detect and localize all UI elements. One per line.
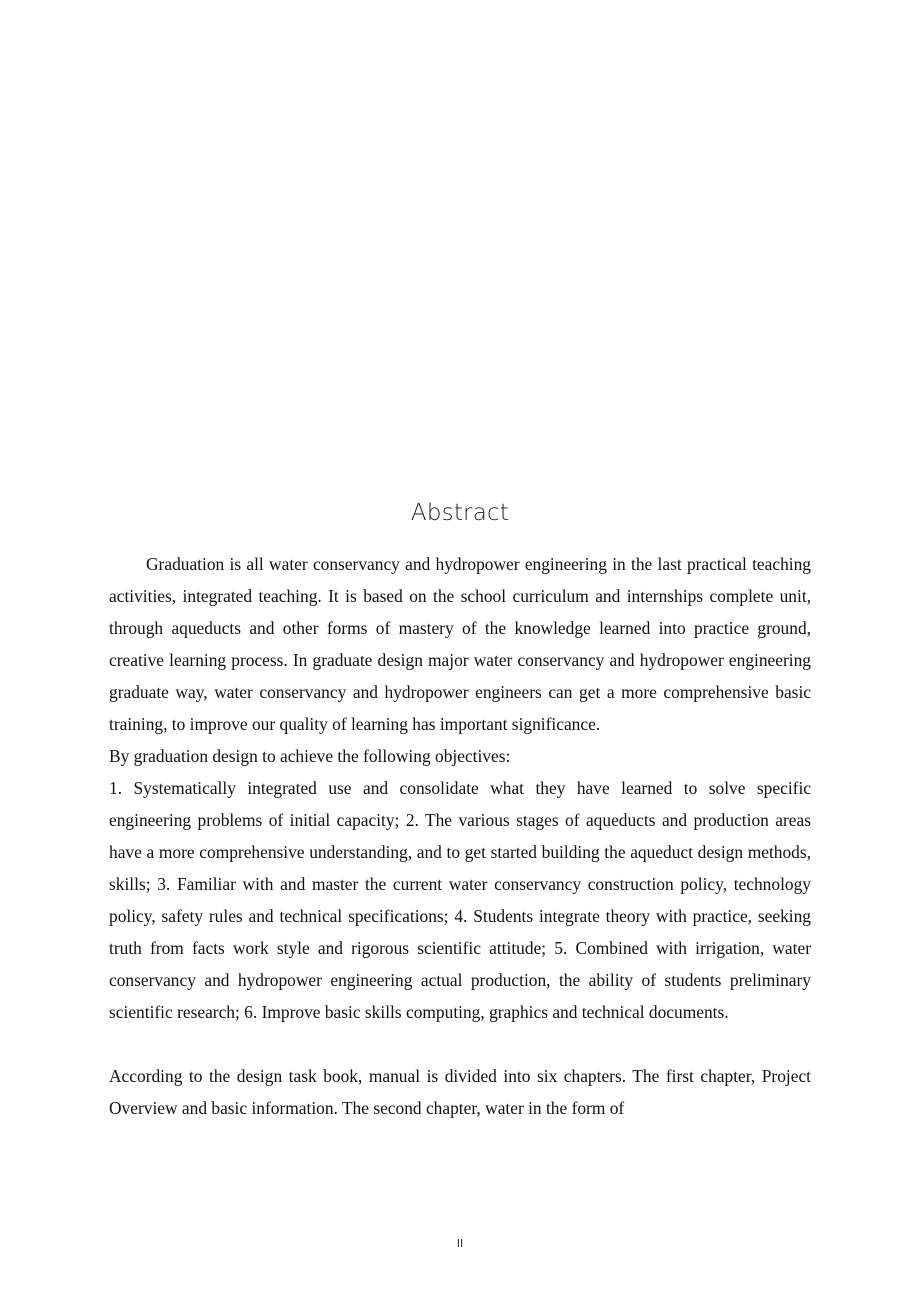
intro-paragraph: Graduation is all water conservancy and hydropower engineering in the last practical teaching activities, integrated teaching. It is based on the school curriculum and internships complete unit, through aqueducts and other forms of mastery of the knowledge learned into practice ground, creative learning process. In graduate design major water conservancy and hydropower engineering graduate way, water conservancy and hydropower engineers can get a more comprehensive basic training, to improve our quality of learning has important significance. xyxy=(109,554,811,734)
abstract-title: Abstract xyxy=(410,500,510,526)
objectives-list-paragraph: 1. Systematically integrated use and consolidate what they have learned to solve specific engineering problems of initial capacity; 2. The various stages of aqueducts and production areas have a more comprehensive understanding, and to get started building the aqueduct design methods, skills; 3. Familiar with and master the current water conservancy construction policy, technology policy, safety rules and technical specifications; 4. Students integrate theory with practice, seeking truth from facts work style and rigorous scientific attitude; 5. Combined with irrigation, water conservancy and hydropower engineering actual production, the ability of students preliminary scientific research; 6. Improve basic skills computing, graphics and technical documents. xyxy=(109,778,811,1022)
abstract-body xyxy=(109,548,811,1124)
page-number: II xyxy=(456,1237,464,1250)
chapters-paragraph: According to the design task book, manual is divided into six chapters. The first chapter, Project Overview and basic information. The second chapter, water in the form of xyxy=(109,1066,811,1118)
objectives-lead-paragraph: By graduation design to achieve the following objectives: xyxy=(109,746,511,766)
